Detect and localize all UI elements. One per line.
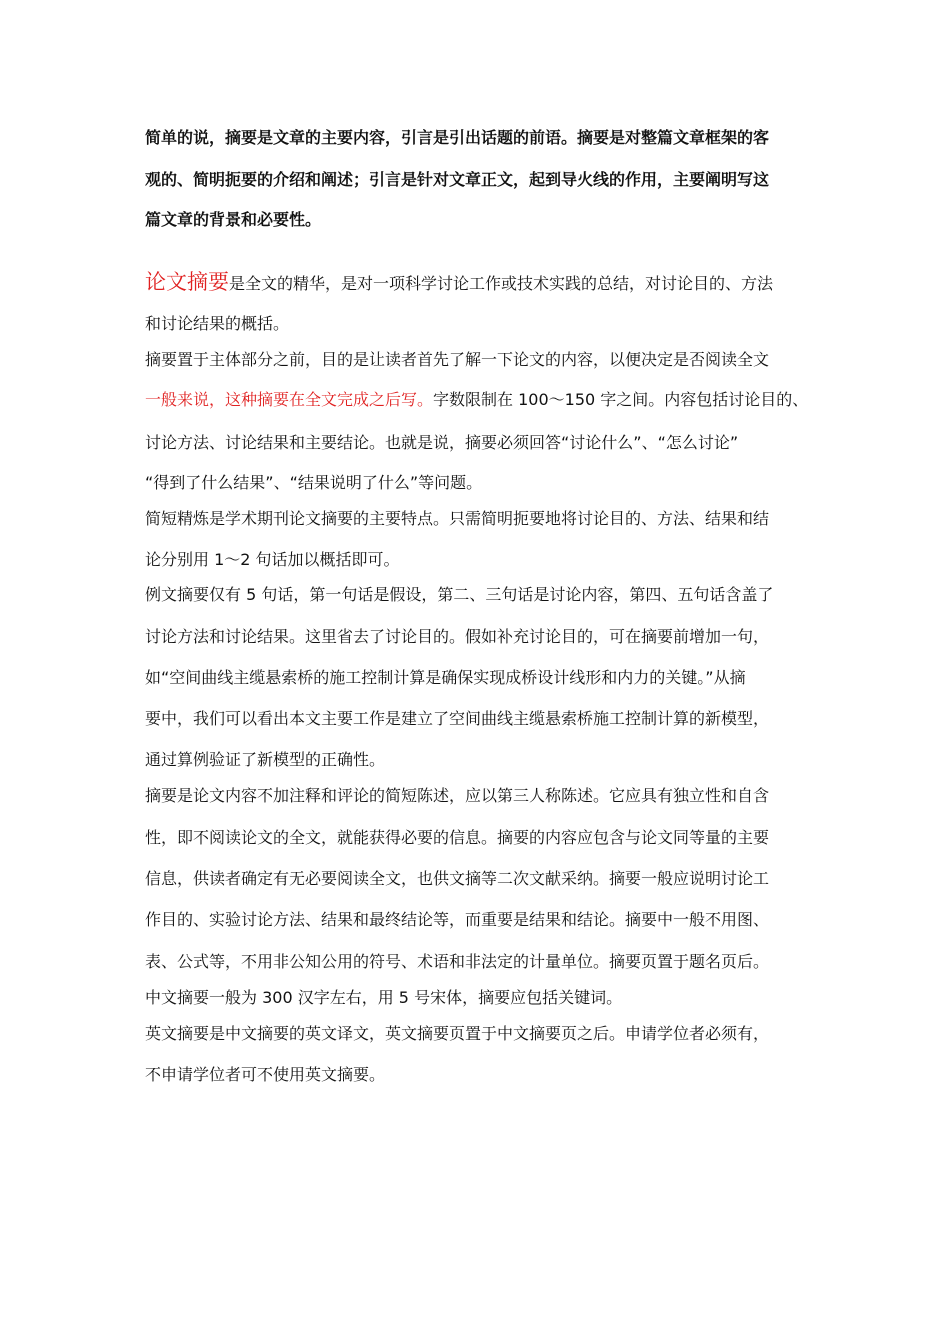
intro-line-1: 简单的说，摘要是文章的主要内容，引言是引出话题的前语。摘要是对整篇文章框架的客 <box>145 128 770 147</box>
intro-line-3: 篇文章的背景和必要性。 <box>145 210 322 229</box>
paragraph-4-line-5: 通过算例验证了新模型的正确性。 <box>145 750 386 769</box>
paragraph-5-line-5: 表、公式等，不用非公知公用的符号、术语和非法定的计量单位。摘要页置于题名页后。 <box>145 952 770 971</box>
paragraph-2-line-4: “得到了什么结果”、“结果说明了什么”等问题。 <box>145 473 483 492</box>
paragraph-2-line-2-rest: 字数限制在 100～150 字之间。内容包括讨论目的、 <box>433 390 809 409</box>
paragraph-4-line-3: 如“空间曲线主缆悬索桥的施工控制计算是确保实现成桥设计线形和内力的关键。”从摘 <box>145 668 746 687</box>
abstract-definition-line-2: 和讨论结果的概括。 <box>145 314 290 333</box>
paragraph-5-line-4: 作目的、实验讨论方法、结果和最终结论等，而重要是结果和结论。摘要中一般不用图、 <box>145 910 770 929</box>
paragraph-6: 中文摘要一般为 300 汉字左右，用 5 号宋体，摘要应包括关键词。 <box>145 988 623 1007</box>
abstract-definition-text: 是全文的精华，是对一项科学讨论工作或技术实践的总结，对讨论目的、方法 <box>229 274 774 293</box>
abstract-definition-line-1 <box>145 272 773 294</box>
paragraph-4-line-2: 讨论方法和讨论结果。这里省去了讨论目的。假如补充讨论目的，可在摘要前增加一句， <box>145 627 770 646</box>
paragraph-7-line-2: 不申请学位者可不使用英文摘要。 <box>145 1065 386 1084</box>
paragraph-5-line-2: 性，即不阅读论文的全文，就能获得必要的信息。摘要的内容应包含与论文同等量的主要 <box>145 828 770 847</box>
paragraph-2-line-2 <box>145 390 808 410</box>
paragraph-3-line-2: 论分别用 1～2 句话加以概括即可。 <box>145 550 400 569</box>
intro-line-2: 观的、简明扼要的介绍和阐述；引言是针对文章正文，起到导火线的作用，主要阐明写这 <box>145 170 770 189</box>
paragraph-4-line-4: 要中，我们可以看出本文主要工作是建立了空间曲线主缆悬索桥施工控制计算的新模型， <box>145 709 770 728</box>
paragraph-2-line-3: 讨论方法、讨论结果和主要结论。也就是说，摘要必须回答“讨论什么”、“怎么讨论” <box>145 433 739 452</box>
paragraph-7-line-1: 英文摘要是中文摘要的英文译文，英文摘要页置于中文摘要页之后。申请学位者必须有， <box>145 1024 770 1043</box>
paragraph-4-line-1: 例文摘要仅有 5 句话，第一句话是假设，第二、三句话是讨论内容，第四、五句话含盖了 <box>145 585 774 604</box>
red-highlight-text: 一般来说，这种摘要在全文完成之后写。 <box>145 390 434 409</box>
abstract-heading: 论文摘要 <box>145 270 229 294</box>
paragraph-5-line-1: 摘要是论文内容不加注释和评论的简短陈述，应以第三人称陈述。它应具有独立性和自含 <box>145 786 770 805</box>
paragraph-2-line-1: 摘要置于主体部分之前，目的是让读者首先了解一下论文的内容，以便决定是否阅读全文 <box>145 350 770 369</box>
paragraph-5-line-3: 信息，供读者确定有无必要阅读全文，也供文摘等二次文献采纳。摘要一般应说明讨论工 <box>145 869 770 888</box>
paragraph-3-line-1: 简短精炼是学术期刊论文摘要的主要特点。只需简明扼要地将讨论目的、方法、结果和结 <box>145 509 770 528</box>
